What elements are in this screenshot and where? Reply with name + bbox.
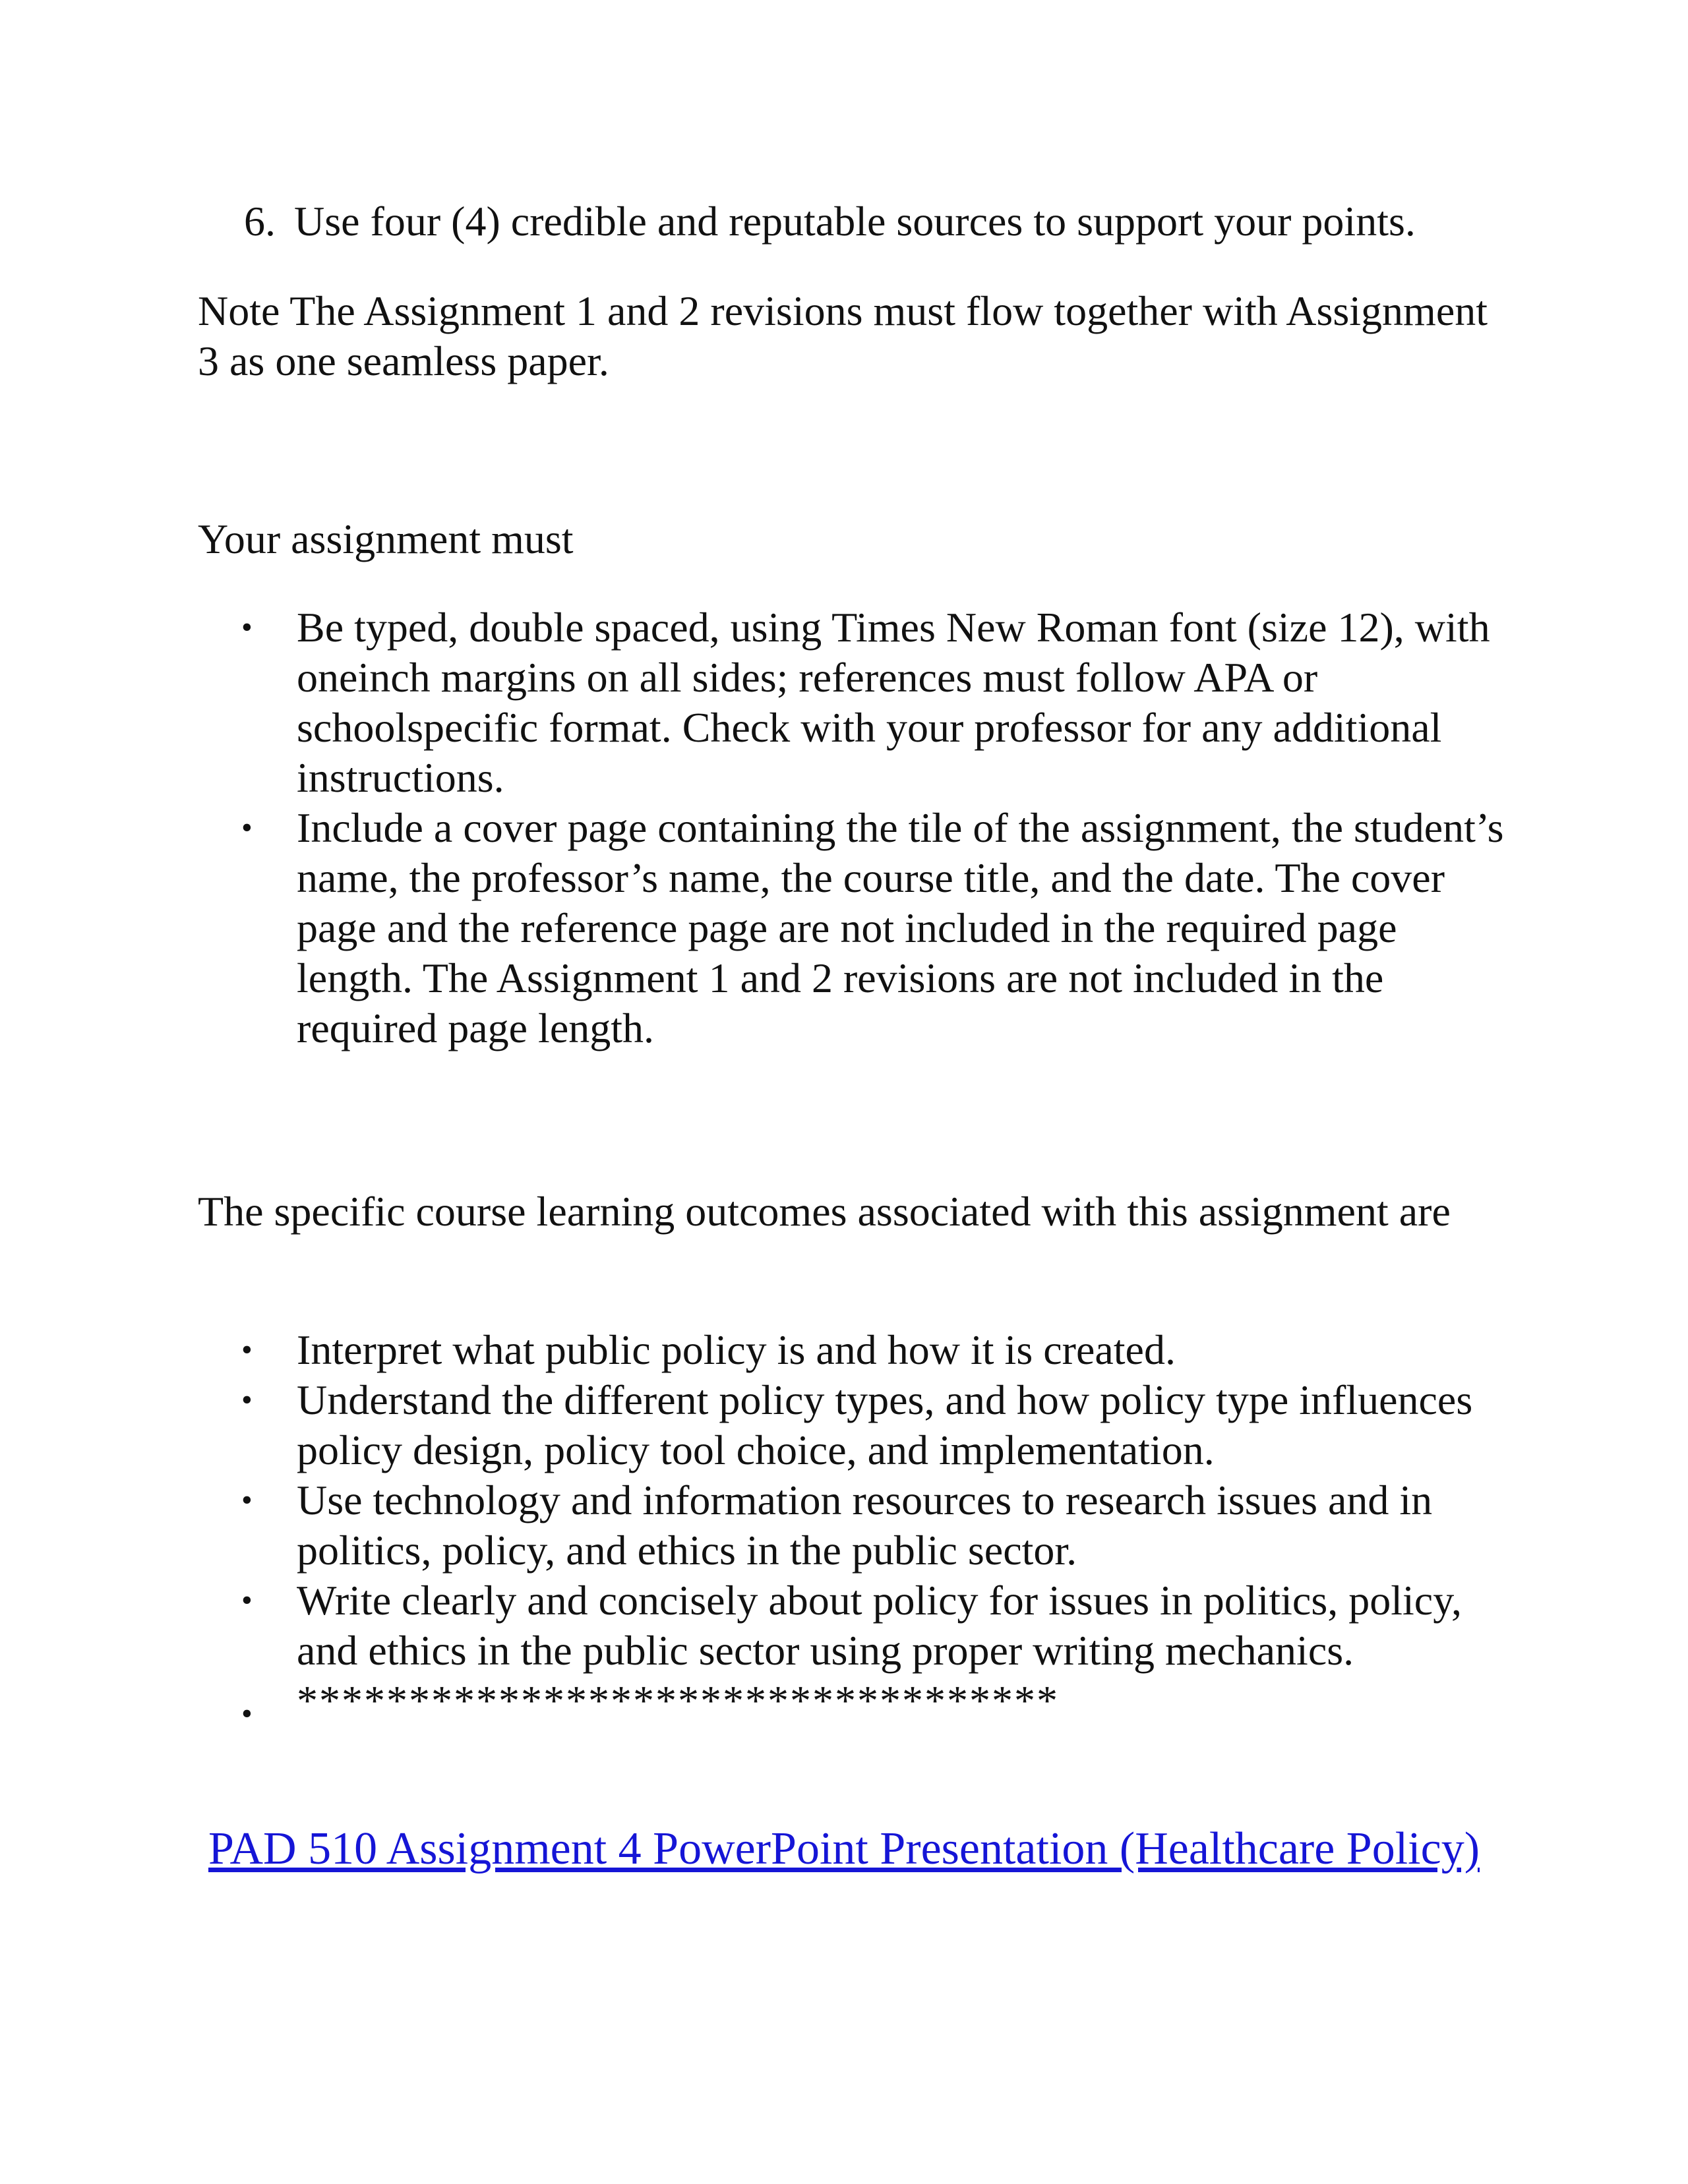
assignment-must-list	[0, 603, 1523, 1053]
list-item-text: Be typed, double spaced, using Times New Roman font (size 12), with oneinch margins on all sides; references must follow APA or schoolspecific format. Check with your professor for any additional instructions.	[297, 604, 1490, 801]
numbered-item-6	[244, 196, 1416, 247]
list-item	[0, 1325, 1523, 1375]
list-item	[0, 603, 1523, 803]
item-number: 6.	[244, 198, 276, 245]
bullet-icon: •	[241, 610, 253, 645]
learning-outcomes-heading: The specific course learning outcomes associated with this assignment are	[198, 1188, 1451, 1235]
list-item	[0, 803, 1523, 1053]
assignment-must-heading: Your assignment must	[198, 516, 574, 562]
bullet-icon: •	[241, 1483, 253, 1518]
list-item-text: Use technology and information resources to research issues and in politics, policy, and ethics in the public sector.	[297, 1477, 1433, 1574]
bullet-icon: •	[241, 1382, 253, 1417]
bullet-icon: •	[241, 1332, 253, 1367]
bullet-icon: •	[241, 1696, 253, 1731]
bullet-icon: •	[241, 1583, 253, 1618]
list-item-text: Include a cover page containing the tile of the assignment, the student’s name, the professor’s name, the course title, and the date. The cover page and the reference page are not included in the required page length. The Assignment 1 and 2 revisions are not included in the required page length.	[297, 804, 1504, 1051]
learning-outcomes-list	[0, 1325, 1523, 1731]
list-item-text: Interpret what public policy is and how it is created.	[297, 1326, 1176, 1373]
list-item	[0, 1475, 1523, 1576]
note-paragraph: Note The Assignment 1 and 2 revisions must flow together with Assignment 3 as one seamless paper.	[198, 287, 1488, 384]
list-item	[0, 1375, 1523, 1475]
separator-list-item	[0, 1676, 1523, 1731]
separator-stars: **********************************	[297, 1677, 1059, 1724]
list-item-text: Understand the different policy types, and how policy type influences policy design, policy tool choice, and implementation.	[297, 1376, 1473, 1473]
bullet-icon: •	[241, 810, 253, 845]
item-text: Use four (4) credible and reputable sources to support your points.	[294, 198, 1416, 245]
list-item	[0, 1576, 1523, 1676]
list-item-text: Write clearly and concisely about policy for issues in politics, policy, and ethics in the public sector using proper writing mechanics.	[297, 1577, 1462, 1674]
assignment-4-link[interactable]: PAD 510 Assignment 4 PowerPoint Presentation (Healthcare Policy)	[208, 1823, 1480, 1874]
